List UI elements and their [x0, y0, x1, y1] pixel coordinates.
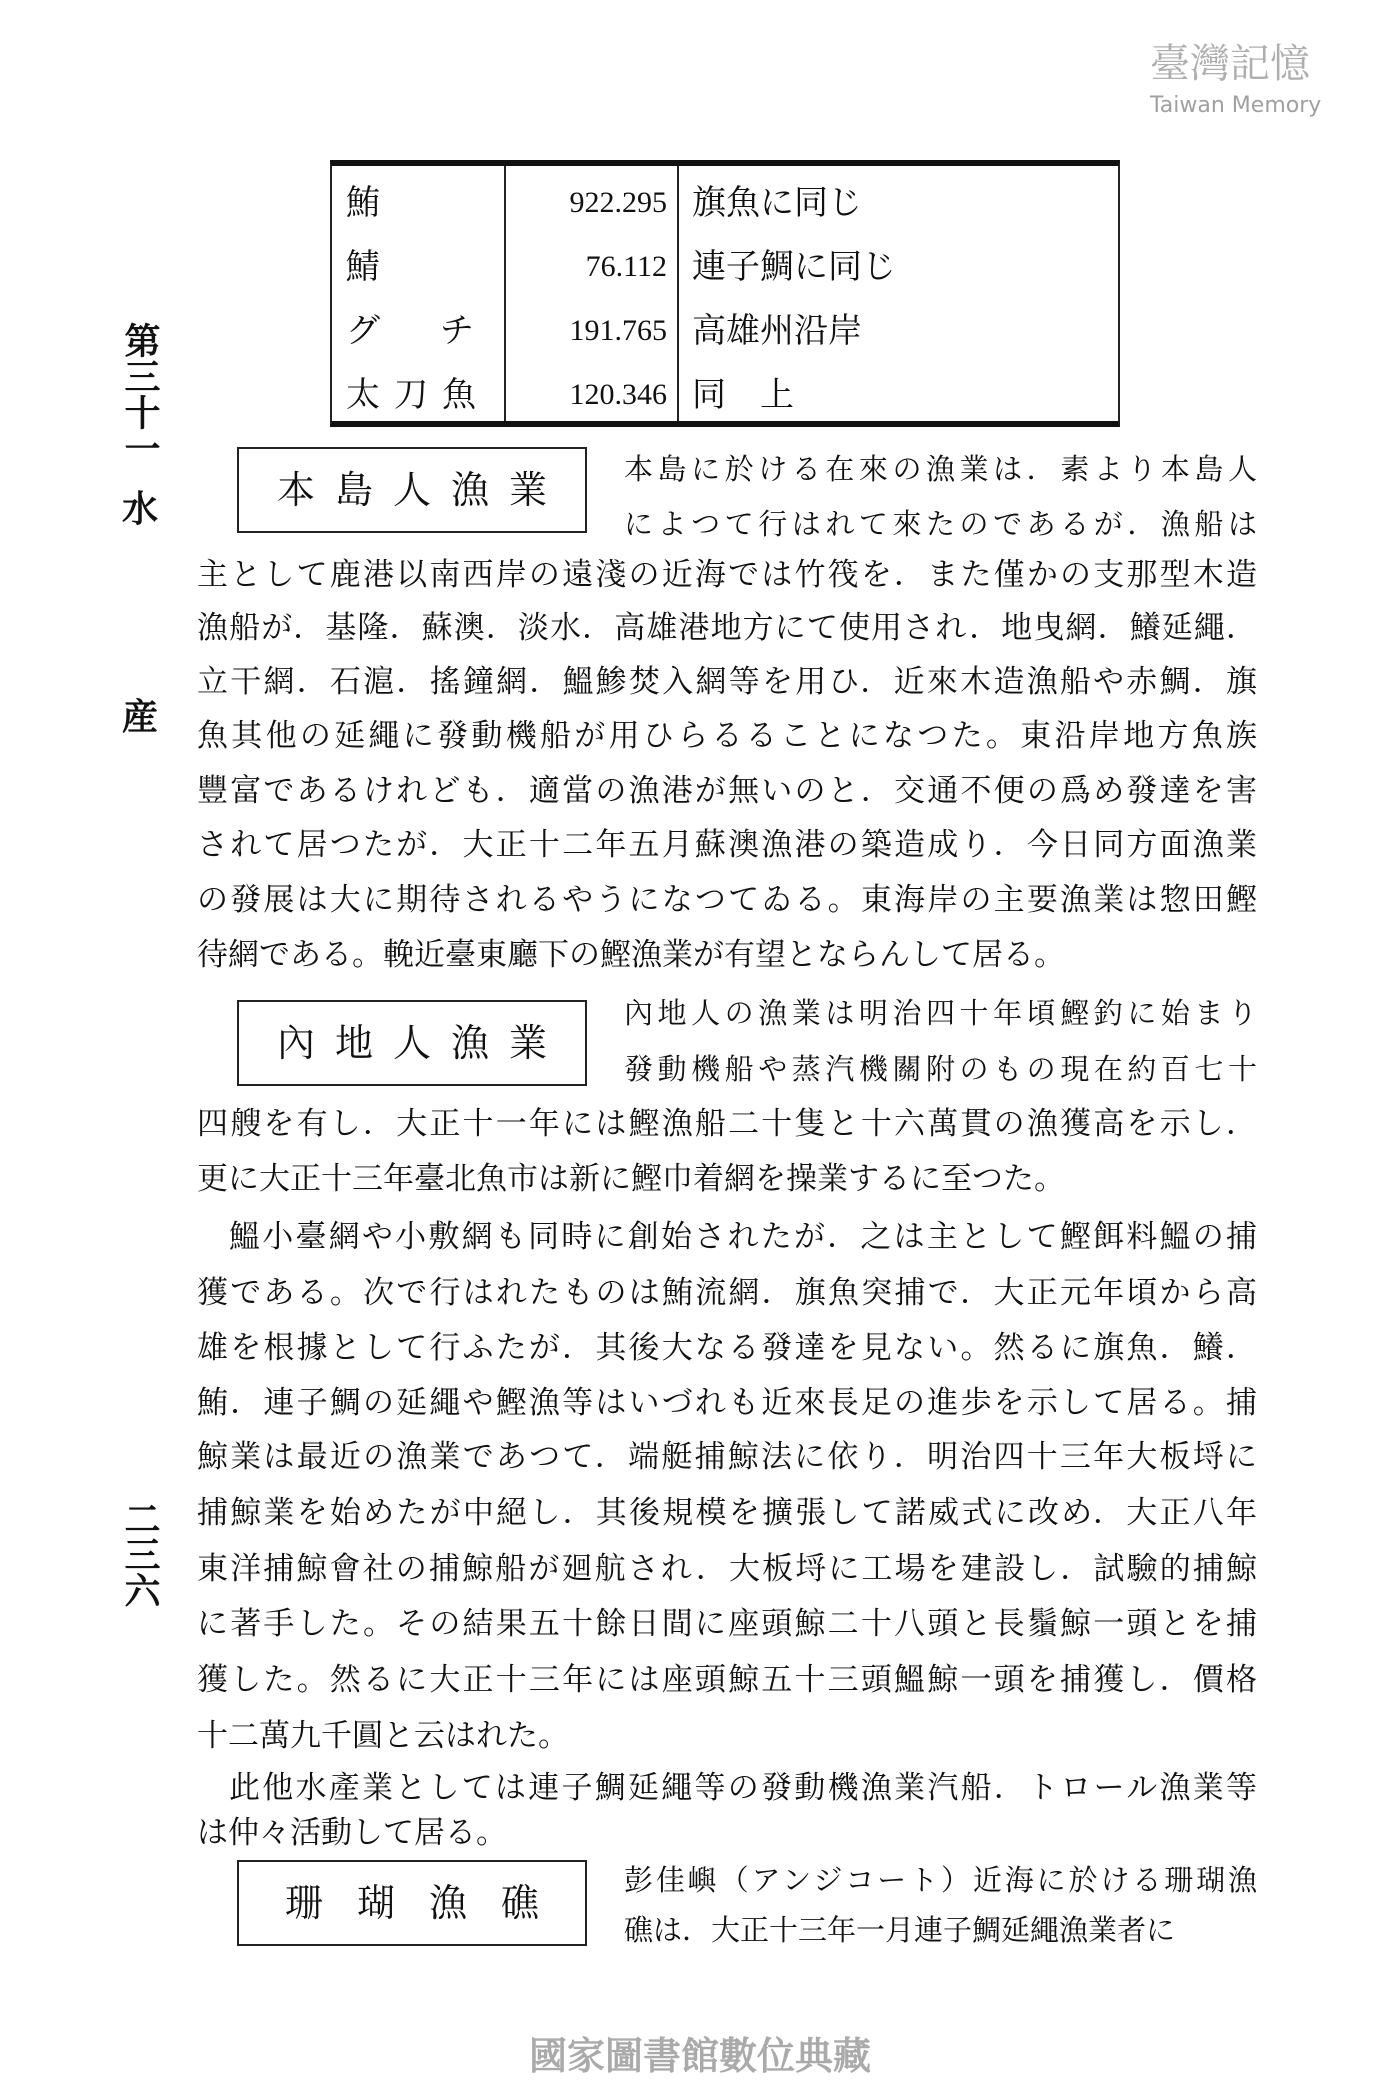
text-line: 鮪．連子鯛の延繩や鰹漁等はいづれも近來長足の進歩を示して居る。捕: [197, 1385, 1257, 1421]
catch-amount: 76.112: [585, 250, 667, 283]
fishing-ground: 同 上: [692, 375, 794, 415]
fish-name: 鯖: [346, 247, 400, 287]
taiwan-memory-watermark-en: Taiwan Memory: [1150, 93, 1322, 118]
fishing-ground: 高雄州沿岸: [692, 311, 862, 351]
text-line: 鰮小臺網や小敷網も同時に創始されたが．之は主として鰹餌料鰮の捕: [229, 1219, 1257, 1255]
page-number: [118, 1500, 162, 1615]
table-row: [332, 236, 1118, 298]
fishing-ground: 連子鯛に同じ: [692, 247, 896, 287]
catch-amount: 191.765: [569, 314, 667, 347]
fishing-ground: 旗魚に同じ: [692, 183, 862, 223]
fish-name: 太刀魚: [346, 375, 490, 415]
text-line: 此他水產業としては連子鯛延繩等の發動機漁業汽船．トロール漁業等: [229, 1770, 1257, 1806]
text-line: 獲である。次で行はれたものは鮪流網．旗魚突捕で．大正元年頃から高: [197, 1275, 1257, 1311]
table-row: [332, 172, 1118, 234]
fish-catch-table: [330, 160, 1120, 427]
chapter-text: 第三十一: [119, 322, 161, 466]
text-line: 立干網．石滬．搖鐘網．鰮鯵焚入網等を用ひ．近來木造漁船や赤鯛．旗: [197, 664, 1257, 700]
taiwan-memory-watermark: 臺灣記憶: [1150, 41, 1310, 87]
text-line: 雄を根據として行ふたが．其後大なる發達を見ない。然るに旗魚．鱶．: [197, 1330, 1257, 1366]
text-line: の發展は大に期待されるやうになつてゐる。東海岸の主要漁業は惣田鰹: [197, 882, 1257, 918]
text-line: 礁は．大正十三年一月連子鯛延繩漁業者に: [624, 1913, 1176, 1947]
text-line: 發動機船や蒸汽機關附のもの現在約百七十: [624, 1052, 1257, 1086]
text-line: 更に大正十三年臺北魚市は新に鰹巾着網を操業するに至つた。: [197, 1161, 1065, 1197]
text-line: されて居つたが．大正十二年五月蘇澳漁港の築造成り．今日同方面漁業: [197, 827, 1257, 863]
section-heading-japanese-fishery: 內地人漁業: [237, 1000, 587, 1086]
text-line: は仲々活動して居る。: [197, 1815, 507, 1851]
text-line: 捕鯨業を始めたが中絕し．其後規模を擴張して諾威式に改め．大正八年: [197, 1495, 1257, 1531]
fish-name: グチ: [346, 311, 534, 351]
text-line: 豐富であるけれども．適當の漁港が無いのと．交通不便の爲め發達を害: [197, 773, 1257, 809]
text-line: 魚其他の延繩に發動機船が用ひらるることになつた。東沿岸地方魚族: [197, 718, 1257, 754]
text-line: 主として鹿港以南西岸の遠淺の近海では竹筏を．また僅かの支那型木造: [197, 557, 1257, 593]
text-line: 內地人の漁業は明治四十年頃鰹釣に始まり: [624, 996, 1257, 1030]
table-row: [332, 300, 1118, 362]
text-line: 本島に於ける在來の漁業は．素より本島人: [624, 452, 1257, 486]
fish-name: 鮪: [346, 183, 400, 223]
section-char-1: 水: [121, 488, 158, 530]
library-footer-watermark: 國家圖書館數位典藏: [528, 2034, 871, 2078]
section-char-2: 産: [121, 696, 158, 738]
text-line: 四艘を有し．大正十一年には鰹漁船二十隻と十六萬貫の漁獲高を示し．: [197, 1106, 1257, 1142]
chapter-label: [118, 322, 162, 473]
section-heading-native-fishery: 本島人漁業: [237, 447, 587, 533]
text-line: 十二萬九千圓と云はれた。: [197, 1718, 569, 1754]
text-line: 待網である。輓近臺東廳下の鰹漁業が有望とならんして居る。: [197, 937, 1065, 973]
catch-amount: 120.346: [569, 378, 667, 411]
text-line: 漁船が．基隆．蘇澳．淡水．高雄港地方にて使用され．地曳網．鱶延繩．: [197, 610, 1257, 646]
catch-amount: 922.295: [569, 186, 667, 219]
section-heading-coral-fishery: 珊瑚漁礁: [237, 1860, 587, 1946]
text-line: 彭佳嶼（アンジコート）近海に於ける珊瑚漁: [624, 1863, 1257, 1897]
page-number-text: 二三六: [119, 1500, 161, 1608]
text-line: に著手した。その結果五十餘日間に座頭鯨二十八頭と長鬚鯨一頭とを捕: [197, 1606, 1257, 1642]
text-line: 鯨業は最近の漁業であつて．端艇捕鯨法に依り．明治四十三年大板埒に: [197, 1439, 1257, 1475]
text-line: 獲した。然るに大正十三年には座頭鯨五十三頭鰮鯨一頭を捕獲し．價格: [197, 1662, 1257, 1698]
table-row: [332, 364, 1118, 426]
text-line: によつて行はれて來たのであるが．漁船は: [624, 507, 1257, 541]
text-line: 東洋捕鯨會社の捕鯨船が廻航され．大板埒に工場を建設し．試驗的捕鯨: [197, 1551, 1257, 1587]
